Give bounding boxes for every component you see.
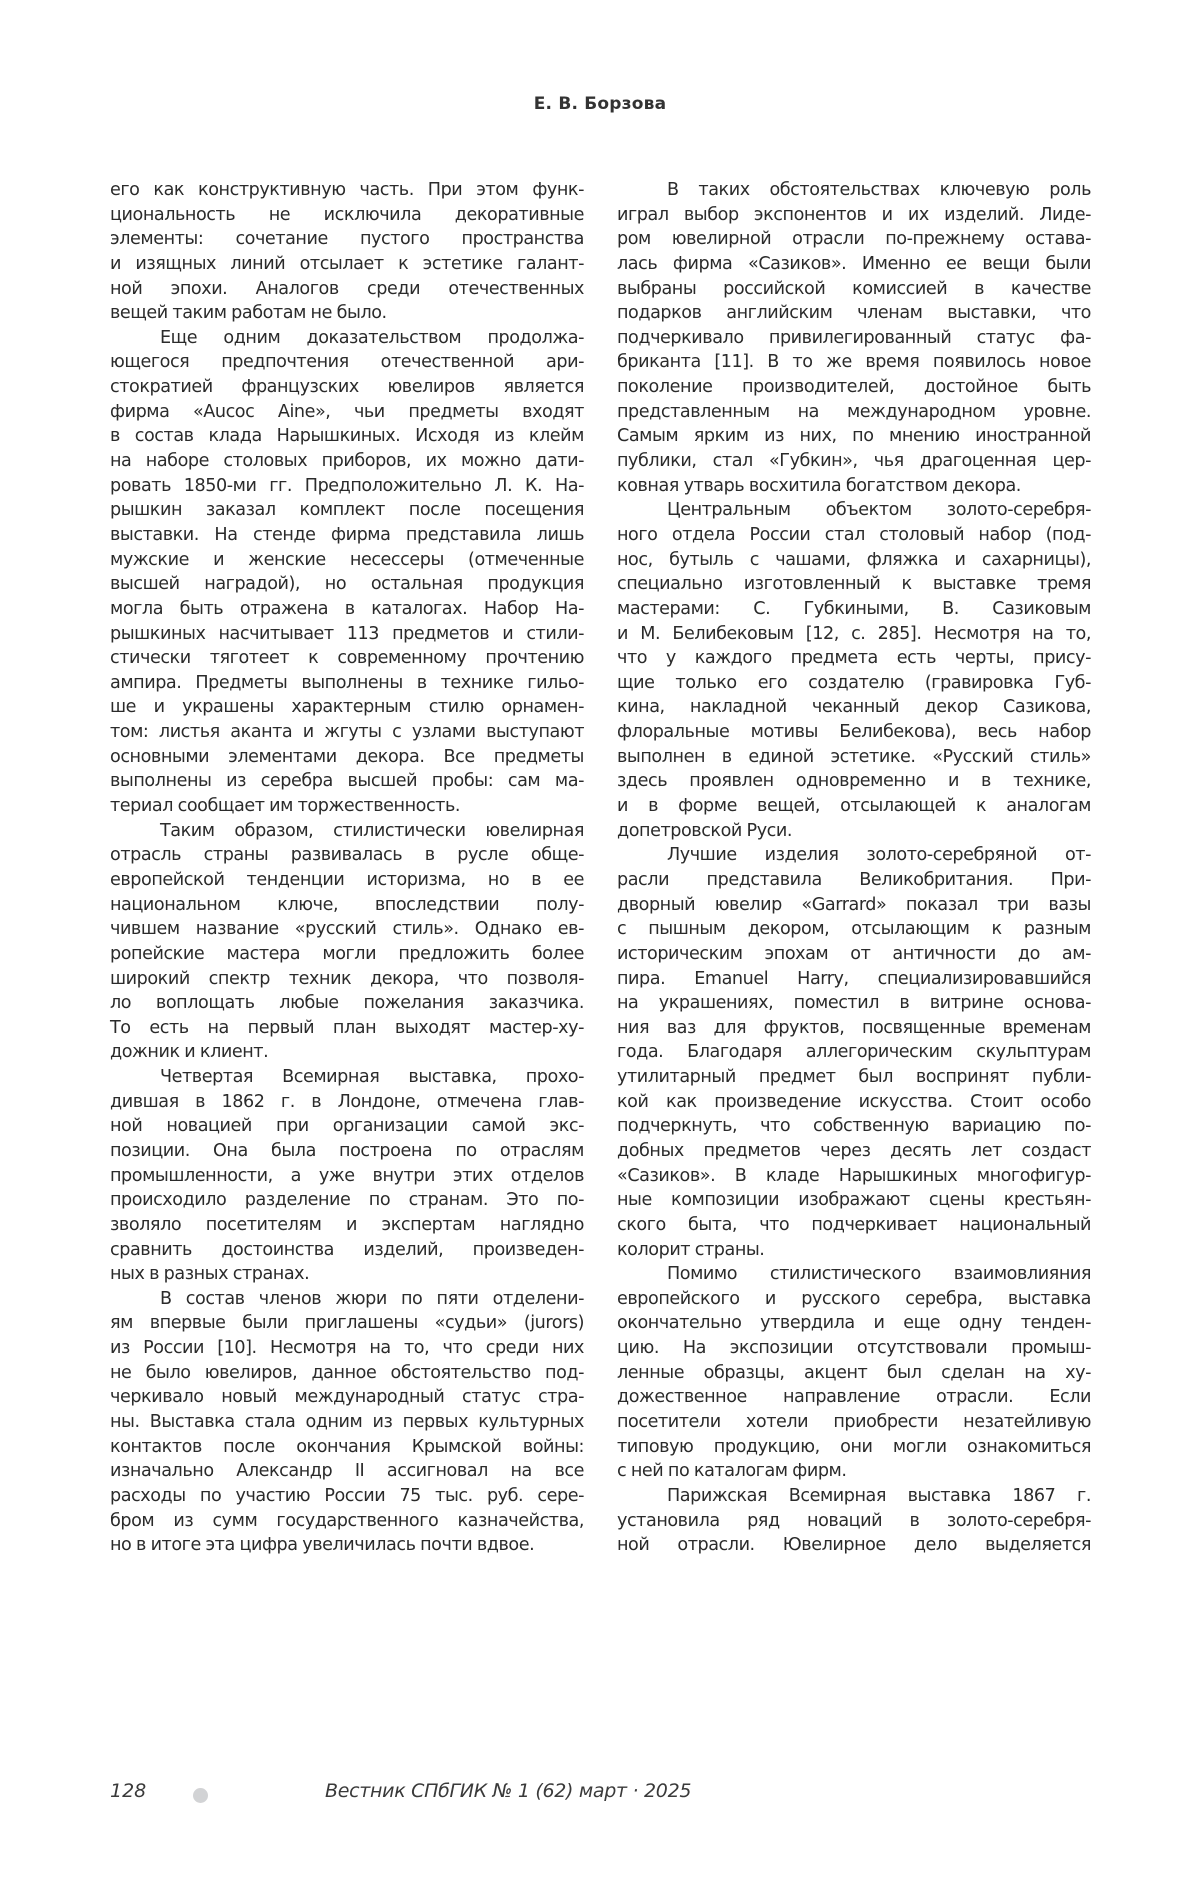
text-line-content: ше и украшены характерным стилю орнамен- (110, 697, 584, 718)
text-line-content: Помимо стилистического взаимовлияния (667, 1264, 1091, 1285)
text-line-content: ром ювелирной отрасли по-прежнему остава- (617, 229, 1091, 250)
text-line (110, 1484, 584, 1509)
text-line (110, 326, 584, 351)
text-line-content: что у каждого предмета есть черты, прису- (617, 648, 1091, 669)
text-line (110, 1361, 584, 1386)
footer-dot-icon (193, 1788, 208, 1803)
text-line-content: элементы: сочетание пустого пространства (110, 229, 584, 250)
text-line-content: колорит страны. (617, 1239, 765, 1260)
text-line (110, 1311, 584, 1336)
text-line (110, 769, 584, 794)
text-line (617, 1090, 1091, 1115)
text-line (617, 178, 1091, 203)
text-line-content: здесь проявлен одновременно и в технике, (617, 771, 1091, 792)
text-line-content: окончательно утвердила и еще одну тенден- (617, 1313, 1091, 1334)
text-line (617, 942, 1091, 967)
text-line-content: промышленности, а уже внутри этих отделов (110, 1165, 584, 1186)
text-line-content: То есть на первый план выходят мастер-ху- (110, 1017, 584, 1038)
text-line (617, 227, 1091, 252)
text-line-content: чившем название «русский стиль». Однако ев- (110, 919, 584, 940)
text-line-content: допетровской Руси. (617, 820, 793, 841)
text-line (617, 1410, 1091, 1435)
right-column (617, 178, 1091, 1558)
text-line (110, 1459, 584, 1484)
text-line (110, 1065, 584, 1090)
text-line-content: ной отрасли. Ювелирное дело выделяется (617, 1535, 1091, 1556)
text-line-content: контактов после окончания Крымской войны: (110, 1436, 584, 1457)
text-line-content: на украшениях, поместил в витрине основа- (617, 993, 1091, 1014)
text-line-content: черкивало новый международный статус стра- (110, 1387, 584, 1408)
text-line-content: сравнить достоинства изделий, произведен- (110, 1239, 584, 1260)
text-line-content: ной новацией при организации самой экс- (110, 1116, 584, 1137)
text-line (617, 1435, 1091, 1460)
text-line-content: Четвертая Всемирная выставка, прохо- (160, 1067, 584, 1088)
text-line (110, 572, 584, 597)
text-line-content: бриканта [11]. В то же время появилось новое (617, 352, 1091, 373)
text-line (110, 301, 584, 326)
paragraph (617, 1262, 1091, 1484)
text-line (110, 1090, 584, 1115)
text-line (110, 1385, 584, 1410)
text-line (617, 991, 1091, 1016)
text-line (110, 1213, 584, 1238)
text-line-content: стократией французских ювелиров является (110, 377, 584, 398)
text-line (617, 1533, 1091, 1558)
page-footer (0, 1780, 1200, 1810)
text-line-content: лась фирма «Сазиков». Именно ее вещи были (617, 253, 1091, 274)
text-line-content: ного отдела России стал столовый набор (под- (617, 524, 1091, 545)
text-line (617, 769, 1091, 794)
text-line-content: публики, стал «Губкин», чья драгоценная цер- (617, 451, 1091, 472)
text-line-content: и М. Белибековым [12, с. 285]. Несмотря на то, (617, 623, 1091, 644)
text-line (617, 917, 1091, 942)
text-line-content: отрасль страны развивалась в русле обще- (110, 845, 584, 866)
text-line (110, 1238, 584, 1263)
paragraph (110, 326, 584, 819)
text-line-content: и изящных линий отсылает к эстетике галант- (110, 253, 584, 274)
text-line (617, 1484, 1091, 1509)
text-line (110, 695, 584, 720)
text-line (617, 449, 1091, 474)
text-line-content: Центральным объектом золото-серебря- (667, 500, 1091, 521)
text-line-content: рышкин заказал комплект после посещения (110, 500, 584, 521)
text-line (617, 350, 1091, 375)
text-line-content: но в итоге эта цифра увеличилась почти вдвое. (110, 1535, 535, 1556)
text-line (110, 548, 584, 573)
text-line-content: ропейские мастера могли предложить более (110, 943, 584, 964)
text-line (617, 1213, 1091, 1238)
text-line-content: ям впервые были приглашены «судьи» (jurors) (110, 1313, 584, 1334)
text-line (617, 967, 1091, 992)
text-line (110, 1139, 584, 1164)
text-line-content: высшей наградой), но остальная продукция (110, 574, 584, 595)
text-line-content: дившая в 1862 г. в Лондоне, отмечена глав- (110, 1091, 584, 1112)
text-line (110, 868, 584, 893)
text-line-content: могла быть отражена в каталогах. Набор На- (110, 598, 584, 619)
text-line (617, 893, 1091, 918)
text-line-content: ных в разных странах. (110, 1264, 310, 1285)
text-line (617, 326, 1091, 351)
text-line (617, 1262, 1091, 1287)
text-line (617, 1238, 1091, 1263)
text-line (110, 474, 584, 499)
paragraph (617, 498, 1091, 843)
text-line-content: дожник и клиент. (110, 1042, 269, 1063)
text-line-content: циональность не исключила декоративные (110, 204, 584, 225)
text-line-content: на наборе столовых приборов, их можно дати- (110, 451, 584, 472)
text-line (110, 843, 584, 868)
text-line (110, 350, 584, 375)
text-line-content: ампира. Предметы выполнены в технике гильо- (110, 672, 584, 693)
text-line-content: Лучшие изделия золото-серебряной от- (667, 845, 1091, 866)
text-line-content: изначально Александр II ассигновал на все (110, 1461, 584, 1482)
text-line-content: ского быта, что подчеркивает национальный (617, 1214, 1091, 1235)
text-line (110, 523, 584, 548)
text-line-content: добных предметов через десять лет создаст (617, 1140, 1091, 1161)
text-line-content: флоральные мотивы Белибекова), весь набор (617, 722, 1091, 743)
page-number: 128 (110, 1780, 147, 1802)
text-line-content: происходило разделение по странам. Это по- (110, 1190, 584, 1211)
text-line (617, 548, 1091, 573)
text-line-content: года. Благодаря аллегорическим скульптурам (617, 1042, 1091, 1063)
text-line-content: поколение производителей, достойное быть (617, 377, 1091, 398)
text-line-content: рышкиных насчитывает 113 предметов и стили- (110, 623, 584, 644)
text-line (110, 991, 584, 1016)
text-line-content: мужские и женские несессеры (отмеченные (110, 549, 584, 570)
text-line-content: подарков английским членам выставки, что (617, 303, 1091, 324)
text-line (110, 227, 584, 252)
text-line (110, 1262, 584, 1287)
paragraph (617, 1484, 1091, 1558)
text-line (617, 375, 1091, 400)
text-line (110, 498, 584, 523)
text-line-content: представленным на международном уровне. (617, 401, 1091, 422)
text-line (110, 449, 584, 474)
text-line-content: зволяло посетителям и экспертам наглядно (110, 1214, 584, 1235)
text-line-content: кой как произведение искусства. Стоит особо (617, 1091, 1091, 1112)
text-line-content: В состав членов жюри по пяти отделени- (160, 1288, 584, 1309)
text-line (617, 1459, 1091, 1484)
text-line (617, 301, 1091, 326)
text-line-content: щие только его создателю (гравировка Губ- (617, 672, 1091, 693)
text-line-content: с пышным декором, отсылающим к разным (617, 919, 1091, 940)
text-line-content: его как конструктивную часть. При этом функ- (110, 180, 584, 200)
text-line (617, 1114, 1091, 1139)
text-line (617, 474, 1091, 499)
text-line (617, 720, 1091, 745)
text-line-content: установила ряд новаций в золото-серебря- (617, 1510, 1091, 1531)
text-line-content: бром из сумм государственного казначейства, (110, 1510, 584, 1531)
text-line (617, 1040, 1091, 1065)
text-line-content: с ней по каталогам фирм. (617, 1461, 847, 1482)
text-line (110, 1410, 584, 1435)
text-line-content: позиции. Она была построена по отраслям (110, 1140, 584, 1161)
journal-title: Вестник СПбГИК № 1 (62) март · 2025 (325, 1780, 692, 1802)
text-line (617, 819, 1091, 844)
text-line (617, 1311, 1091, 1336)
text-line (617, 1065, 1091, 1090)
text-line-content: цию. На экспозиции отсутствовали промыш- (617, 1338, 1091, 1359)
text-line-content: выбраны российской комиссией в качестве (617, 278, 1091, 299)
text-line-content: историческим эпохам от античности до ам- (617, 943, 1091, 964)
text-line (617, 695, 1091, 720)
text-line-content: основными элементами декора. Все предметы (110, 746, 584, 767)
text-line-content: типовую продукцию, они могли ознакомиться (617, 1436, 1091, 1457)
text-line (617, 671, 1091, 696)
text-line (110, 1016, 584, 1041)
text-line (617, 597, 1091, 622)
text-line-content: «Сазиков». В кладе Нарышкиных многофигур- (617, 1165, 1091, 1186)
text-line (617, 646, 1091, 671)
text-line-content: специально изготовленный к выставке тремя (617, 574, 1091, 595)
text-line (110, 277, 584, 302)
text-line-content: европейского и русского серебра, выставка (617, 1288, 1091, 1309)
text-line (617, 277, 1091, 302)
text-line-content: посетители хотели приобрести незатейливую (617, 1412, 1091, 1433)
text-line (617, 843, 1091, 868)
text-line (110, 1164, 584, 1189)
text-line-content: ровать 1850-ми гг. Предположительно Л. К. На- (110, 475, 584, 496)
text-line-content: ной эпохи. Аналогов среди отечественных (110, 278, 584, 299)
text-line-content: из России [10]. Несмотря на то, что среди них (110, 1338, 584, 1359)
text-line (110, 1287, 584, 1312)
text-line-content: подчеркнуть, что собственную вариацию по- (617, 1116, 1091, 1137)
text-line-content: ло воплощать любые пожелания заказчика. (110, 993, 584, 1014)
text-line (110, 203, 584, 228)
text-line (110, 646, 584, 671)
text-line (110, 622, 584, 647)
text-line-content: В таких обстоятельствах ключевую роль (667, 180, 1091, 200)
text-line-content: дожественное направление отрасли. Если (617, 1387, 1091, 1408)
text-line (110, 794, 584, 819)
paragraph (110, 819, 584, 1065)
text-line (617, 1287, 1091, 1312)
text-line-content: фирма «Aucoc Aine», чьи предметы входят (110, 401, 584, 422)
text-line-content: ковная утварь восхитила богатством декора. (617, 475, 1021, 496)
text-line (617, 1016, 1091, 1041)
text-line (617, 1385, 1091, 1410)
text-line (617, 794, 1091, 819)
text-line-content: выполнен в единой эстетике. «Русский стиль» (617, 746, 1091, 767)
text-line-content: ны. Выставка стала одним из первых культурных (110, 1412, 584, 1433)
running-head-author: Е. В. Борзова (533, 94, 667, 114)
text-line (110, 967, 584, 992)
text-line (110, 1114, 584, 1139)
text-line-content: ния ваз для фруктов, посвященные временам (617, 1017, 1091, 1038)
text-line (110, 893, 584, 918)
text-line-content: вещей таким работам не было. (110, 303, 387, 324)
paragraph (110, 1287, 584, 1558)
text-line (617, 424, 1091, 449)
text-line-content: Парижская Всемирная выставка 1867 г. (667, 1485, 1091, 1506)
text-line (110, 424, 584, 449)
text-line-content: ленные образцы, акцент был сделан на ху- (617, 1362, 1091, 1383)
text-line (617, 252, 1091, 277)
text-line-content: Таким образом, стилистически ювелирная (160, 820, 584, 841)
text-line (110, 375, 584, 400)
text-line (110, 1533, 584, 1558)
text-line (110, 178, 584, 203)
text-line (110, 745, 584, 770)
text-line (110, 942, 584, 967)
paragraph (617, 843, 1091, 1262)
text-line-content: не было ювелиров, данное обстоятельство под- (110, 1362, 584, 1383)
paragraph (110, 1065, 584, 1287)
text-line (617, 203, 1091, 228)
text-line-content: расли представила Великобритания. При- (617, 869, 1091, 890)
text-line (617, 572, 1091, 597)
text-line-content: нос, бутыль с чашами, фляжка и сахарницы), (617, 549, 1091, 570)
text-line (617, 1361, 1091, 1386)
text-line-content: в состав клада Нарышкиных. Исходя из клейм (110, 426, 584, 447)
text-line (110, 252, 584, 277)
text-line (617, 1164, 1091, 1189)
text-line (110, 400, 584, 425)
text-line (617, 400, 1091, 425)
text-line (110, 1040, 584, 1065)
text-line (617, 868, 1091, 893)
text-line (110, 671, 584, 696)
text-line (617, 1188, 1091, 1213)
text-line-content: пира. Emanuel Harry, специализировавшийся (617, 968, 1091, 989)
text-line (617, 622, 1091, 647)
text-line-content: подчеркивало привилегированный статус фа- (617, 327, 1091, 348)
text-line-content: выполнены из серебра высшей пробы: сам ма- (110, 771, 584, 792)
text-line-content: дворный ювелир «Garrard» показал три вазы (617, 894, 1091, 915)
text-line (110, 1435, 584, 1460)
text-line-content: утилитарный предмет был воспринят публи- (617, 1067, 1091, 1088)
text-line-content: Самым ярким из них, по мнению иностранной (617, 426, 1091, 447)
text-line-content: национальном ключе, впоследствии полу- (110, 894, 584, 915)
text-line-content: ные композиции изображают сцены крестьян- (617, 1190, 1091, 1211)
text-line (617, 745, 1091, 770)
text-line-content: Еще одним доказательством продолжа- (160, 327, 584, 348)
text-line-content: расходы по участию России 75 тыс. руб. сере- (110, 1485, 584, 1506)
text-line (110, 1188, 584, 1213)
text-line (110, 720, 584, 745)
text-line-content: мастерами: С. Губкиными, В. Сазиковым (617, 598, 1091, 619)
text-line (110, 1336, 584, 1361)
text-line (617, 1509, 1091, 1534)
text-line-content: и в форме вещей, отсылающей к аналогам (617, 796, 1091, 817)
text-line (617, 1336, 1091, 1361)
text-line-content: ющегося предпочтения отечественной ари- (110, 352, 584, 373)
text-line (110, 1509, 584, 1534)
paragraph (110, 178, 584, 326)
paragraph (617, 178, 1091, 498)
left-column (110, 178, 584, 1558)
text-line (617, 523, 1091, 548)
text-line-content: том: листья аканта и жгуты с узлами выступают (110, 722, 584, 743)
text-line-content: выставки. На стенде фирма представила лишь (110, 524, 584, 545)
text-line (617, 498, 1091, 523)
text-line-content: европейской тенденции историзма, но в ее (110, 869, 584, 890)
text-line-content: кина, накладной чеканный декор Сазикова, (617, 697, 1091, 718)
text-line (110, 917, 584, 942)
text-line-content: териал сообщает им торжественность. (110, 796, 461, 817)
text-line (617, 1139, 1091, 1164)
text-line-content: широкий спектр техник декора, что позволя- (110, 968, 584, 989)
text-line (110, 819, 584, 844)
text-line-content: стически тяготеет к современному прочтению (110, 648, 584, 669)
text-line (110, 597, 584, 622)
text-line-content: играл выбор экспонентов и их изделий. Лиде- (617, 204, 1091, 225)
